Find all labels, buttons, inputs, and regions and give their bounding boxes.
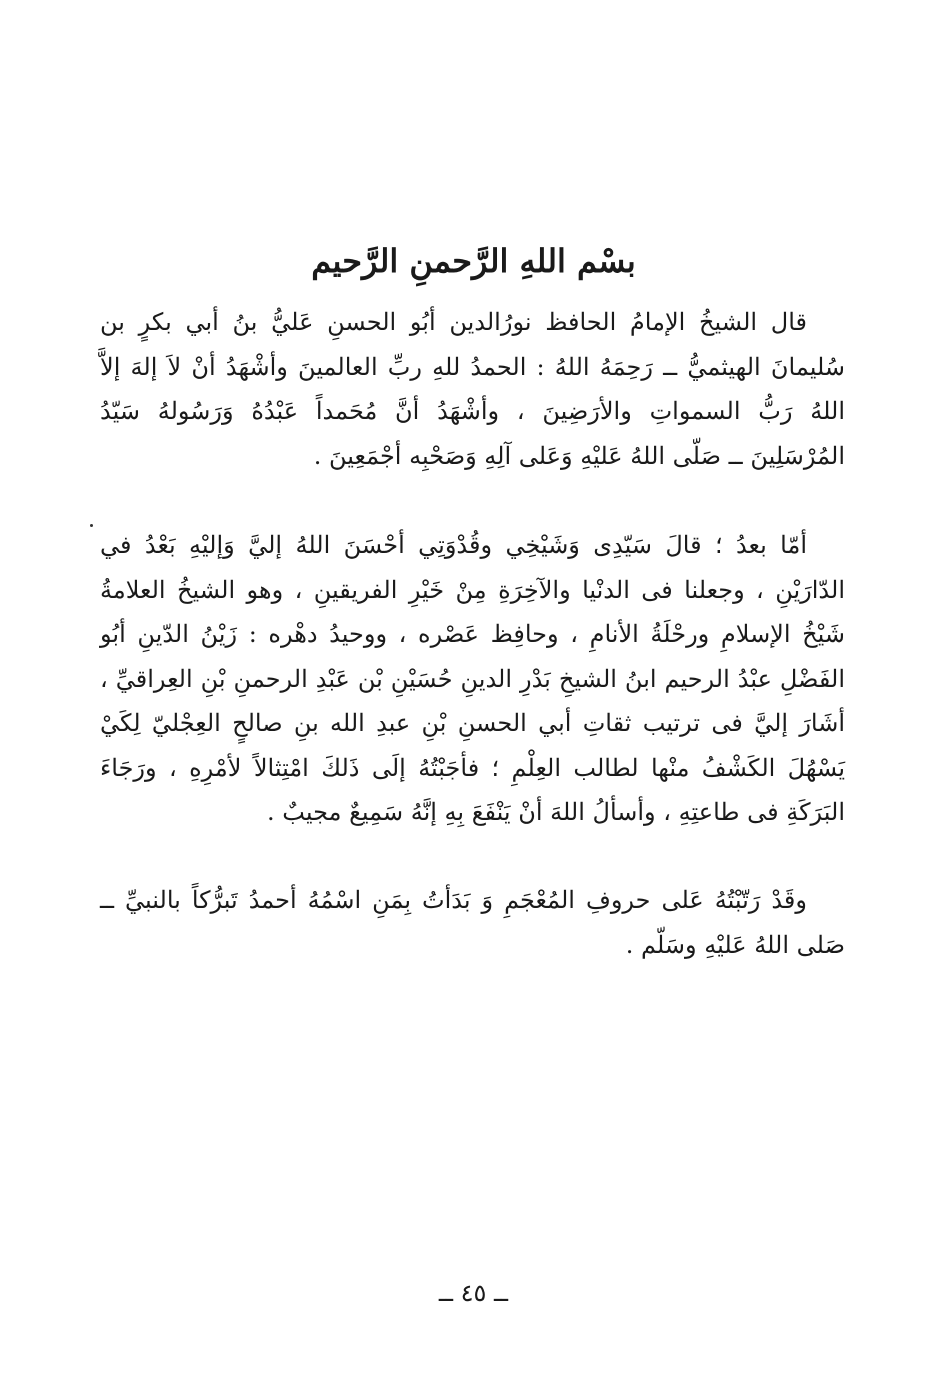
paragraph-3-text: وقَدْ رَتّبْتُهُ عَلى حروفِ المُعْجَمِ وَ بَدَأتُ بِمَنِ اسْمُهُ أحمدُ تَبرُّكاً بالنبيِّ ــ صَلى اللهُ عَليْهِ وسَلّم . [100,886,845,959]
paragraph-2-text: أمّا بعدُ ؛ قالَ سَيّدِى وَشَيْخِي وقُدْوَتِي أحْسَنَ اللهُ إليَّ وَإليْهِ بَعْدُ في الدّارَيْنِ ، وجعلنا فى الدنْيا والآخِرَةِ مِنْ خَيْرِ الفريقينِ ، وهو الشيخُ العلامةُ شَيْخُ الإسلامِ ورحْلَةُ الأنامِ ، وحافِظ عَصْره ، ووحيدُ دهْره : زَيْنُ الدّينِ أبُو الفَضْلِ عبْدُ الرحيم ابنُ الشيخِ بَدْرِ الدينِ حُسَيْنِ بْن عَبْدِ الرحمنِ بْنِ العِراقيِّ ، أشَارَ إليَّ فى ترتيب ثقاتِ أبي الحسنِ بْنِ عبدِ الله بنِ صالحٍ العِجْليّ لِكَيْ يَسْهُلَ الكَشْفُ منْها لطالب العِلْمِ ؛ فأجَبْتُهُ إلَى ذَلكَ امْتِثالاً لأمْرِهِ ، ورَجَاءَ البَرَكَةِ فى طاعتِهِ ، وأسألُ اللهَ أنْ يَنْفَعَ بِهِ إنَّهُ سَمِيعٌ مجيبٌ . [100,531,846,826]
paragraph-1-text: قال الشيخُ الإمامُ الحافظ نورُالدين أبُو الحسنِ عَليُّ بنُ أبي بكرٍ بن سُليمانَ الهيثميُّ ــ رَحِمَهُ اللهُ : الحمدُ للهِ ربِّ العالمينَ وأشْهَدُ أنْ لاَ إلهَ إلاَّ اللهُ رَبُّ السمواتِ والأرَضِينَ ، وأشْهَدُ أنَّ مُحَمداً عَبْدُهُ وَرَسُولهُ سَيّدُ المُرْسَلِينَ ــ صَلّى اللهُ عَليْهِ وَعَلى آلِهِ وَصَحْبِه أجْمَعِينَ . [100,308,845,470]
paragraph-1 [100,300,845,478]
stray-dot-mark [90,524,93,527]
basmala-heading: بسْم اللهِ الرَّحمنِ الرَّحيم [311,242,636,280]
paragraph-3 [100,878,845,967]
page-number: ــ ٤٥ ــ [438,1279,509,1307]
paragraph-2 [100,523,845,835]
